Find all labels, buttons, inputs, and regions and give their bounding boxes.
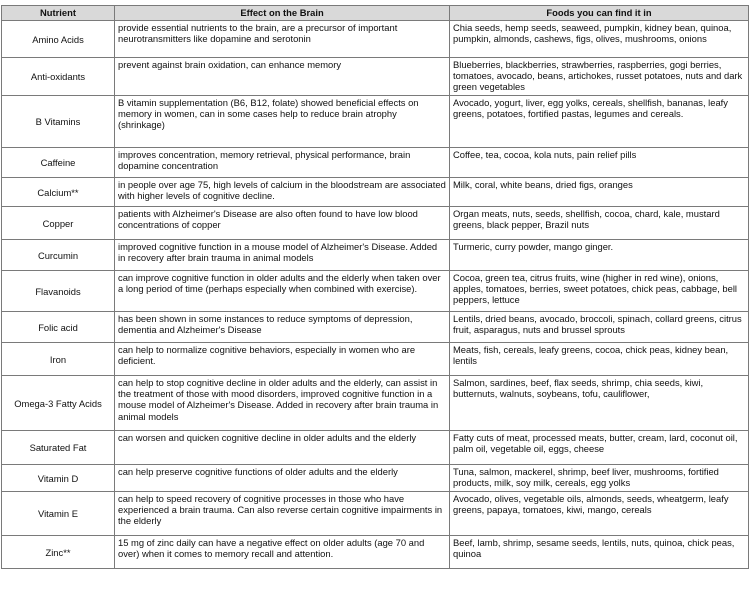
nutrient-cell: Copper <box>2 207 115 240</box>
nutrient-cell: Iron <box>2 343 115 376</box>
effect-cell: can worsen and quicken cognitive decline in older adults and the elderly <box>115 431 450 465</box>
table-row <box>2 312 749 343</box>
table-row <box>2 465 749 492</box>
table-row <box>2 21 749 58</box>
table-row <box>2 536 749 569</box>
nutrient-cell: Anti-oxidants <box>2 58 115 96</box>
effect-cell: can help preserve cognitive functions of older adults and the elderly <box>115 465 450 492</box>
foods-cell: Turmeric, curry powder, mango ginger. <box>450 240 749 271</box>
table-row <box>2 58 749 96</box>
nutrient-cell: Caffeine <box>2 148 115 178</box>
nutrient-cell: B Vitamins <box>2 96 115 148</box>
foods-cell: Organ meats, nuts, seeds, shellfish, cocoa, chard, kale, mustard greens, black pepper, Brazil nuts <box>450 207 749 240</box>
effect-cell: in people over age 75, high levels of calcium in the bloodstream are associated with higher levels of cognitive decline. <box>115 178 450 207</box>
effect-cell: patients with Alzheimer's Disease are also often found to have low blood concentrations of copper <box>115 207 450 240</box>
effect-cell: prevent against brain oxidation, can enhance memory <box>115 58 450 96</box>
foods-cell: Tuna, salmon, mackerel, shrimp, beef liver, mushrooms, fortified products, milk, soy milk, cereals, egg yolks <box>450 465 749 492</box>
foods-cell: Chia seeds, hemp seeds, seaweed, pumpkin, kidney bean, quinoa, pumpkin, almonds, cashews, figs, olives, mushrooms, onions <box>450 21 749 58</box>
foods-cell: Beef, lamb, shrimp, sesame seeds, lentils, nuts, quinoa, chick peas, quinoa <box>450 536 749 569</box>
table-row <box>2 376 749 431</box>
table-row <box>2 96 749 148</box>
table-row <box>2 207 749 240</box>
header-foods: Foods you can find it in <box>450 6 749 21</box>
header-effect: Effect on the Brain <box>115 6 450 21</box>
nutrient-table <box>1 5 749 569</box>
foods-cell: Meats, fish, cereals, leafy greens, cocoa, chick peas, kidney bean, lentils <box>450 343 749 376</box>
effect-cell: improves concentration, memory retrieval, physical performance, brain dopamine concentration <box>115 148 450 178</box>
effect-cell: 15 mg of zinc daily can have a negative effect on older adults (age 70 and over) when it comes to memory recall and attention. <box>115 536 450 569</box>
nutrient-cell: Amino Acids <box>2 21 115 58</box>
table-row <box>2 240 749 271</box>
header-nutrient: Nutrient <box>2 6 115 21</box>
header-row <box>2 6 749 21</box>
effect-cell: can help to speed recovery of cognitive processes in those who have experienced a brain trauma. Can also reverse certain cognitive impairments in the elderly <box>115 492 450 536</box>
table-row <box>2 343 749 376</box>
table-row <box>2 148 749 178</box>
foods-cell: Salmon, sardines, beef, flax seeds, shrimp, chia seeds, kiwi, butternuts, walnuts, soybeans, tofu, cauliflower, <box>450 376 749 431</box>
foods-cell: Fatty cuts of meat, processed meats, butter, cream, lard, coconut oil, palm oil, vegetable oil, eggs, cheese <box>450 431 749 465</box>
foods-cell: Blueberries, blackberries, strawberries, raspberries, gogi berries, tomatoes, avocado, beans, artichokes, russet potatoes, nuts and dark green vegetables <box>450 58 749 96</box>
effect-cell: can help to stop cognitive decline in older adults and the elderly, can assist in the treatment of those with mood disorders, improved cognitive function in a mouse model of Alzheimer's Disease. Added in recovery after brain trauma in animal models <box>115 376 450 431</box>
nutrient-cell: Curcumin <box>2 240 115 271</box>
effect-cell: provide essential nutrients to the brain, are a precursor of important neurotransmitters like dopamine and serotonin <box>115 21 450 58</box>
nutrient-cell: Vitamin E <box>2 492 115 536</box>
nutrient-cell: Zinc** <box>2 536 115 569</box>
effect-cell: can improve cognitive function in older adults and the elderly when taken over a long period of time (perhaps especially when combined with exercise). <box>115 271 450 312</box>
nutrient-cell: Flavanoids <box>2 271 115 312</box>
effect-cell: B vitamin supplementation (B6, B12, folate) showed beneficial effects on memory in women, can in some cases help to reduce brain atrophy (shrinkage) <box>115 96 450 148</box>
nutrient-cell: Calcium** <box>2 178 115 207</box>
foods-cell: Cocoa, green tea, citrus fruits, wine (higher in red wine), onions, apples, tomatoes, berries, sweet potatoes, chick peas, cabbage, bell peppers, lettuce <box>450 271 749 312</box>
nutrient-cell: Vitamin D <box>2 465 115 492</box>
effect-cell: can help to normalize cognitive behaviors, especially in women who are deficient. <box>115 343 450 376</box>
table-row <box>2 492 749 536</box>
foods-cell: Avocado, yogurt, liver, egg yolks, cereals, shellfish, bananas, leafy greens, potatoes, fortified pastas, legumes and cereals. <box>450 96 749 148</box>
table-row <box>2 178 749 207</box>
table-row <box>2 271 749 312</box>
foods-cell: Coffee, tea, cocoa, kola nuts, pain relief pills <box>450 148 749 178</box>
nutrient-cell: Saturated Fat <box>2 431 115 465</box>
nutrient-cell: Omega-3 Fatty Acids <box>2 376 115 431</box>
table-row <box>2 431 749 465</box>
foods-cell: Lentils, dried beans, avocado, broccoli, spinach, collard greens, citrus fruit, asparagus, nuts and brussel sprouts <box>450 312 749 343</box>
effect-cell: improved cognitive function in a mouse model of Alzheimer's Disease. Added in recovery after brain trauma in animal models <box>115 240 450 271</box>
effect-cell: has been shown in some instances to reduce symptoms of depression, dementia and Alzheimer's Disease <box>115 312 450 343</box>
foods-cell: Milk, coral, white beans, dried figs, oranges <box>450 178 749 207</box>
foods-cell: Avocado, olives, vegetable oils, almonds, seeds, wheatgerm, leafy greens, papaya, tomatoes, kiwi, mango, cereals <box>450 492 749 536</box>
nutrient-cell: Folic acid <box>2 312 115 343</box>
